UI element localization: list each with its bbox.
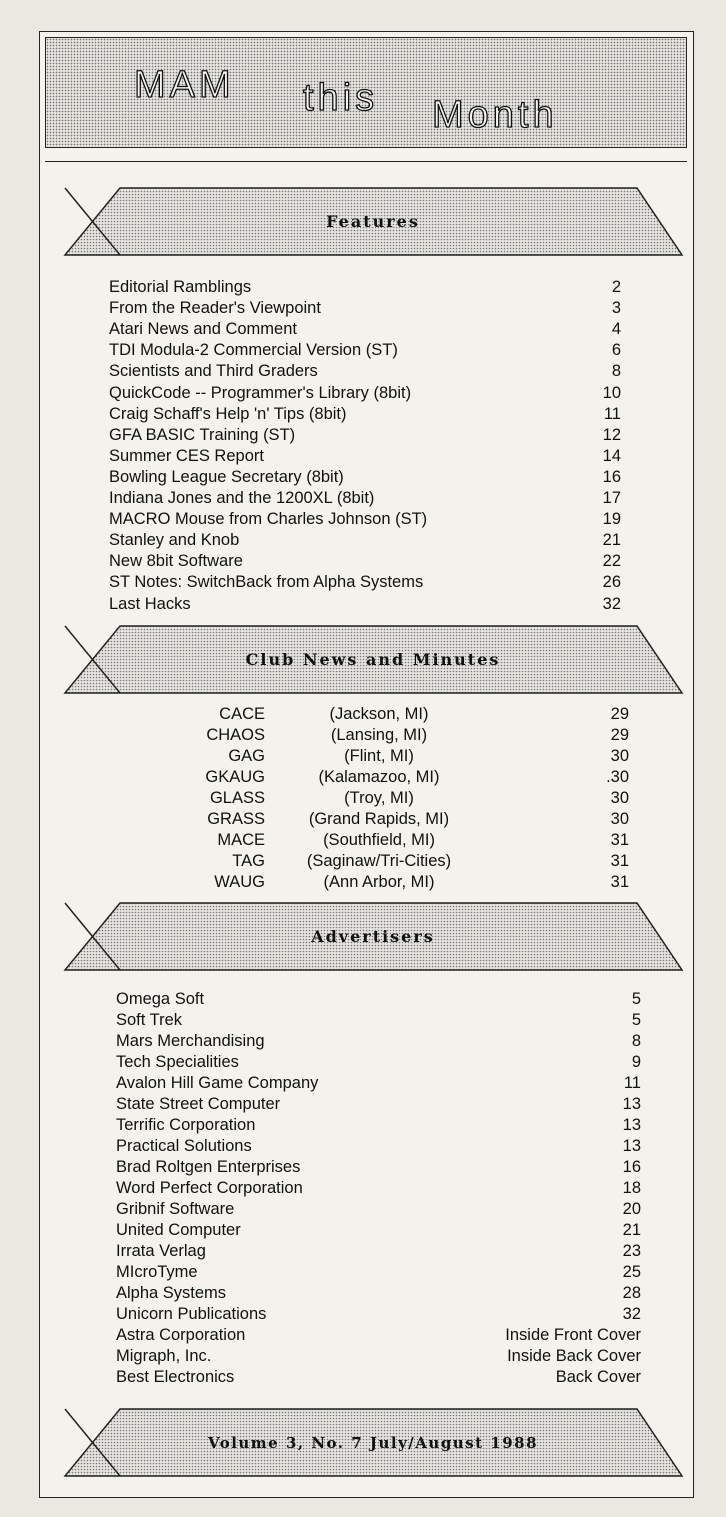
advertiser-page: 5 bbox=[631, 990, 641, 1008]
club-location: (Kalamazoo, MI) bbox=[318, 768, 440, 786]
advertiser-row bbox=[40, 1115, 693, 1136]
feature-page: 2 bbox=[611, 278, 621, 296]
feature-page: 6 bbox=[611, 341, 621, 360]
club-abbr: GRASS bbox=[207, 810, 265, 828]
advertiser-name: State Street Computer bbox=[116, 1095, 281, 1113]
advertiser-name: Migraph, Inc. bbox=[116, 1347, 212, 1365]
advertiser-page: 5 bbox=[631, 1011, 641, 1029]
feature-row bbox=[40, 551, 693, 572]
feature-page: 16 bbox=[602, 467, 621, 486]
feature-title: ST Notes: SwitchBack from Alpha Systems bbox=[109, 573, 424, 592]
club-page: .30 bbox=[606, 768, 629, 786]
feature-page: 12 bbox=[602, 425, 621, 444]
feature-title: Atari News and Comment bbox=[109, 320, 297, 339]
advertiser-name: Alpha Systems bbox=[116, 1284, 227, 1302]
feature-title: From the Reader's Viewpoint bbox=[109, 299, 321, 318]
masthead-word-3: Month bbox=[432, 94, 558, 136]
feature-title: Editorial Ramblings bbox=[109, 278, 252, 296]
club-row bbox=[40, 767, 693, 788]
advertiser-row bbox=[40, 1052, 693, 1073]
feature-title: TDI Modula-2 Commercial Version (ST) bbox=[109, 341, 398, 360]
feature-page: 32 bbox=[602, 594, 621, 613]
advertiser-row bbox=[40, 1178, 693, 1199]
feature-page: 19 bbox=[602, 510, 621, 529]
masthead-box bbox=[45, 37, 687, 148]
advertiser-name: Tech Specialities bbox=[116, 1053, 239, 1071]
feature-row bbox=[40, 488, 693, 509]
feature-row bbox=[40, 509, 693, 530]
club-row bbox=[40, 725, 693, 746]
feature-title: QuickCode -- Programmer's Library (8bit) bbox=[109, 383, 412, 402]
advertiser-page: 9 bbox=[631, 1053, 641, 1071]
club-page: 31 bbox=[610, 873, 629, 891]
advertiser-row bbox=[40, 1010, 693, 1031]
clubs-heading: Club News and Minutes bbox=[245, 650, 501, 669]
club-location: (Troy, MI) bbox=[344, 789, 414, 807]
advertiser-name: Terrific Corporation bbox=[116, 1116, 256, 1134]
club-row bbox=[40, 830, 693, 851]
advertiser-page: 8 bbox=[631, 1032, 641, 1050]
feature-page: 4 bbox=[611, 320, 621, 339]
issue-info: Volume 3, No. 7 July/August 1988 bbox=[207, 1433, 539, 1452]
club-location: (Ann Arbor, MI) bbox=[323, 873, 435, 891]
advertiser-name: Best Electronics bbox=[116, 1368, 235, 1386]
feature-row bbox=[40, 446, 693, 467]
feature-page: 26 bbox=[602, 573, 621, 592]
club-page: 29 bbox=[610, 726, 629, 744]
advertiser-page: 18 bbox=[622, 1179, 641, 1197]
advertiser-name: Soft Trek bbox=[116, 1011, 183, 1029]
feature-page: 11 bbox=[603, 404, 621, 423]
advertiser-name: Irrata Verlag bbox=[116, 1242, 206, 1260]
advertisers-banner bbox=[62, 902, 684, 971]
feature-row bbox=[40, 572, 693, 593]
advertiser-name: Practical Solutions bbox=[116, 1137, 252, 1155]
club-location: (Southfield, MI) bbox=[323, 831, 435, 849]
advertiser-row bbox=[40, 1367, 693, 1388]
club-page: 31 bbox=[610, 852, 629, 870]
club-page: 30 bbox=[610, 810, 629, 828]
masthead-rule bbox=[45, 161, 687, 162]
club-abbr: TAG bbox=[232, 852, 265, 870]
feature-title: Indiana Jones and the 1200XL (8bit) bbox=[109, 489, 375, 507]
advertiser-row bbox=[40, 1283, 693, 1304]
advertiser-page: 13 bbox=[622, 1137, 641, 1155]
club-row bbox=[40, 809, 693, 830]
issue-banner bbox=[62, 1408, 684, 1477]
club-row bbox=[40, 851, 693, 872]
club-row bbox=[40, 788, 693, 809]
advertiser-name: Mars Merchandising bbox=[116, 1032, 265, 1050]
feature-row bbox=[40, 425, 693, 446]
advertiser-page: 20 bbox=[622, 1200, 641, 1218]
clubs-banner bbox=[62, 625, 684, 694]
club-page: 30 bbox=[610, 747, 629, 765]
feature-title: Summer CES Report bbox=[109, 446, 264, 465]
contents-page bbox=[39, 31, 694, 1498]
club-page: 30 bbox=[610, 789, 629, 807]
feature-page: 14 bbox=[602, 446, 621, 465]
advertiser-row bbox=[40, 1073, 693, 1094]
advertiser-row bbox=[40, 1094, 693, 1115]
advertiser-name: Brad Roltgen Enterprises bbox=[116, 1158, 301, 1176]
feature-title: Scientists and Third Graders bbox=[109, 362, 318, 381]
feature-row bbox=[40, 383, 693, 404]
advertiser-row bbox=[40, 1136, 693, 1157]
advertiser-name: Avalon Hill Game Company bbox=[116, 1074, 319, 1092]
club-location: (Jackson, MI) bbox=[329, 705, 429, 723]
advertiser-row bbox=[40, 1157, 693, 1178]
advertiser-page: Inside Front Cover bbox=[505, 1326, 641, 1344]
club-location: (Saginaw/Tri-Cities) bbox=[306, 852, 452, 870]
advertiser-row bbox=[40, 1199, 693, 1220]
club-abbr: GKAUG bbox=[205, 768, 265, 786]
advertiser-page: 13 bbox=[622, 1116, 641, 1134]
club-abbr: GLASS bbox=[209, 789, 265, 807]
club-location: (Flint, MI) bbox=[344, 747, 414, 765]
club-abbr: CHAOS bbox=[206, 726, 265, 744]
club-abbr: MACE bbox=[217, 831, 265, 849]
advertiser-page: 21 bbox=[622, 1221, 641, 1239]
feature-title: Craig Schaff's Help 'n' Tips (8bit) bbox=[109, 404, 347, 423]
advertiser-row bbox=[40, 989, 693, 1010]
club-row bbox=[40, 704, 693, 725]
masthead-word-1: MAM bbox=[134, 64, 235, 106]
feature-title: Bowling League Secretary (8bit) bbox=[109, 467, 344, 486]
feature-row bbox=[40, 277, 693, 298]
feature-page: 10 bbox=[602, 383, 621, 402]
feature-row bbox=[40, 319, 693, 340]
advertiser-page: 11 bbox=[623, 1074, 641, 1092]
feature-row bbox=[40, 467, 693, 488]
feature-row bbox=[40, 594, 693, 615]
feature-row bbox=[40, 404, 693, 425]
advertiser-page: 23 bbox=[622, 1242, 641, 1260]
advertiser-name: Unicorn Publications bbox=[116, 1305, 267, 1323]
feature-title: GFA BASIC Training (ST) bbox=[109, 425, 296, 444]
advertisers-heading: Advertisers bbox=[311, 927, 435, 946]
feature-row bbox=[40, 340, 693, 361]
feature-page: 8 bbox=[611, 362, 621, 381]
club-row bbox=[40, 746, 693, 767]
features-banner bbox=[62, 187, 684, 256]
advertiser-row bbox=[40, 1346, 693, 1367]
club-location: (Lansing, MI) bbox=[330, 726, 428, 744]
masthead-word-2: this bbox=[303, 77, 379, 119]
feature-page: 22 bbox=[602, 552, 621, 571]
feature-title: MACRO Mouse from Charles Johnson (ST) bbox=[109, 510, 428, 529]
advertiser-page: Inside Back Cover bbox=[507, 1347, 641, 1365]
advertiser-row bbox=[40, 1262, 693, 1283]
features-heading: Features bbox=[326, 212, 420, 231]
advertiser-page: 32 bbox=[622, 1305, 641, 1323]
advertiser-page: 28 bbox=[622, 1284, 641, 1302]
feature-row bbox=[40, 530, 693, 551]
feature-page: 17 bbox=[602, 489, 621, 507]
advertiser-name: Word Perfect Corporation bbox=[116, 1179, 303, 1197]
advertiser-name: MIcroTyme bbox=[116, 1263, 198, 1281]
club-abbr: WAUG bbox=[214, 873, 265, 891]
advertiser-name: Gribnif Software bbox=[116, 1200, 235, 1218]
feature-page: 3 bbox=[611, 299, 621, 318]
advertiser-row bbox=[40, 1325, 693, 1346]
advertiser-name: Omega Soft bbox=[116, 990, 205, 1008]
advertiser-name: United Computer bbox=[116, 1221, 241, 1239]
club-page: 31 bbox=[610, 831, 629, 849]
advertiser-page: 13 bbox=[622, 1095, 641, 1113]
advertiser-row bbox=[40, 1241, 693, 1262]
advertiser-page: 16 bbox=[622, 1158, 641, 1176]
club-location: (Grand Rapids, MI) bbox=[308, 810, 450, 828]
advertiser-page: 25 bbox=[622, 1263, 641, 1281]
club-page: 29 bbox=[610, 705, 629, 723]
feature-title: New 8bit Software bbox=[109, 552, 243, 571]
advertiser-row bbox=[40, 1304, 693, 1325]
advertiser-name: Astra Corporation bbox=[116, 1326, 246, 1344]
club-abbr: CACE bbox=[219, 705, 265, 723]
feature-title: Last Hacks bbox=[109, 594, 191, 613]
feature-row bbox=[40, 298, 693, 319]
club-abbr: GAG bbox=[228, 747, 265, 765]
feature-title: Stanley and Knob bbox=[109, 531, 240, 550]
advertiser-row bbox=[40, 1031, 693, 1052]
feature-page: 21 bbox=[602, 531, 621, 550]
advertiser-page: Back Cover bbox=[555, 1368, 641, 1386]
feature-row bbox=[40, 361, 693, 382]
advertiser-row bbox=[40, 1220, 693, 1241]
club-row bbox=[40, 872, 693, 893]
